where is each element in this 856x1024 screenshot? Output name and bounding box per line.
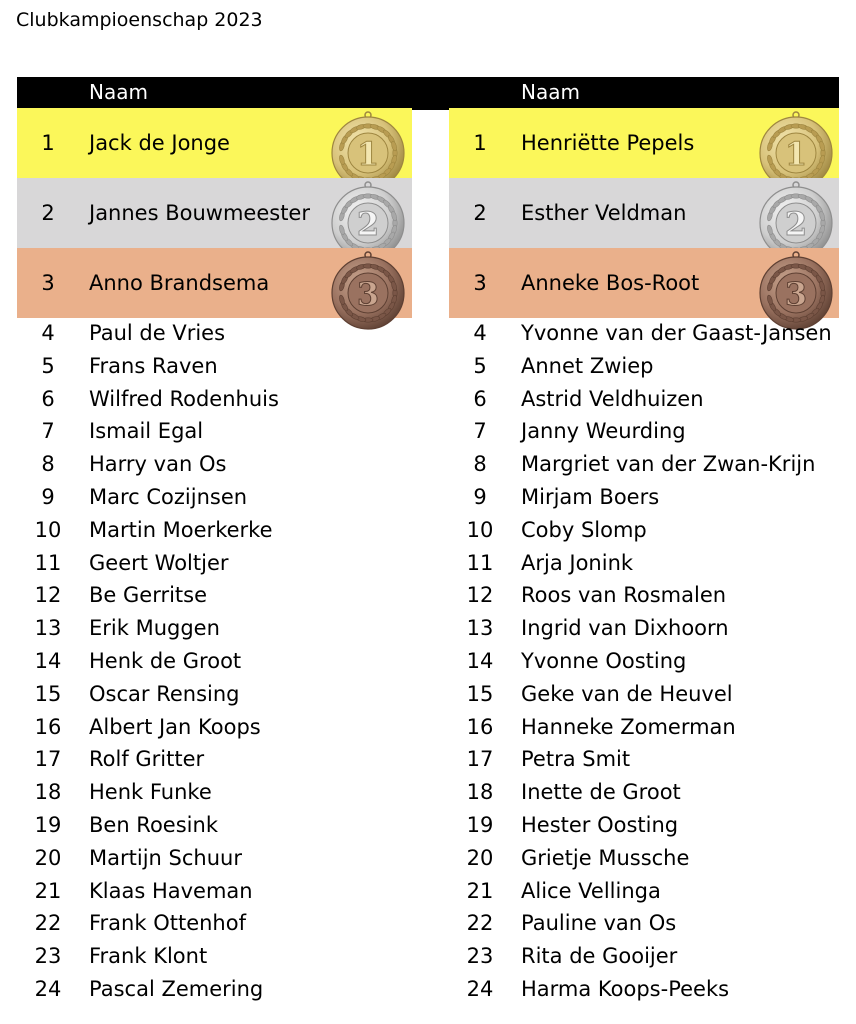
- table-row: [17, 679, 412, 712]
- table-header: [17, 77, 412, 108]
- medal-number: 2: [784, 205, 808, 243]
- player-name: Frans Raven: [89, 353, 218, 378]
- player-name: Janny Weurding: [521, 419, 686, 444]
- position-number: 8: [473, 452, 487, 477]
- medal-number: 2: [356, 205, 380, 243]
- player-name: Henk Funke: [89, 780, 212, 805]
- player-name: Harma Koops-Peeks: [521, 976, 730, 1001]
- player-name: Oscar Rensing: [89, 681, 240, 706]
- table-row: [449, 482, 839, 515]
- position-number: 22: [466, 911, 494, 936]
- position-number: 24: [466, 976, 494, 1001]
- player-name: Be Gerritse: [89, 583, 208, 608]
- position-number: 6: [41, 386, 55, 411]
- table-row: [449, 416, 839, 449]
- player-name: Frank Klont: [89, 944, 208, 969]
- table-row: [449, 351, 839, 384]
- table-row: [17, 548, 412, 581]
- player-name: Ben Roesink: [89, 812, 218, 837]
- position-number: 9: [41, 484, 55, 509]
- position-number: 21: [466, 878, 494, 903]
- table-row: [449, 777, 839, 810]
- table-row: [449, 679, 839, 712]
- player-name: Ismail Egal: [89, 419, 204, 444]
- position-number: 11: [466, 550, 494, 575]
- player-name: Jack de Jonge: [89, 131, 230, 155]
- medal-number: 3: [356, 275, 380, 313]
- player-name: Yvonne van der Gaast-Jansen: [521, 321, 832, 345]
- table-row: [449, 712, 839, 745]
- position-number: 7: [41, 419, 55, 444]
- table-row-silver: [449, 178, 839, 248]
- table-row: [449, 646, 839, 679]
- player-name: Geke van de Heuvel: [521, 681, 733, 706]
- player-name: Harry van Os: [89, 452, 227, 477]
- player-name: Martin Moerkerke: [89, 517, 273, 542]
- position-number: 23: [34, 944, 62, 969]
- position-number: 16: [34, 714, 62, 739]
- table-row-silver: [17, 178, 412, 248]
- player-name: Paul de Vries: [89, 321, 226, 345]
- position-number: 2: [41, 201, 55, 225]
- table-row: [17, 515, 412, 548]
- header-name-label: Naam: [89, 80, 148, 104]
- position-number: 4: [41, 321, 55, 345]
- player-name: Inette de Groot: [521, 780, 681, 805]
- table-row: [449, 318, 839, 351]
- table-row: [17, 580, 412, 613]
- position-number: 5: [41, 353, 55, 378]
- player-name: Hanneke Zomerman: [521, 714, 736, 739]
- table-row: [449, 580, 839, 613]
- position-number: 11: [34, 550, 62, 575]
- position-number: 13: [34, 616, 62, 641]
- position-number: 22: [34, 911, 62, 936]
- men-rows: [17, 318, 412, 1007]
- table-row: [449, 449, 839, 482]
- table-row: [17, 712, 412, 745]
- player-name: Margriet van der Zwan-Krijn: [521, 452, 816, 477]
- table-row: [449, 876, 839, 909]
- table-row: [449, 908, 839, 941]
- player-name: Mirjam Boers: [521, 484, 660, 509]
- position-number: 20: [34, 845, 62, 870]
- table-row: [449, 941, 839, 974]
- table-row-bronze: [17, 248, 412, 318]
- table-row: [449, 613, 839, 646]
- player-name: Pauline van Os: [521, 911, 677, 936]
- player-name: Hester Oosting: [521, 812, 679, 837]
- player-name: Henriëtte Pepels: [521, 131, 695, 155]
- player-name: Arja Jonink: [521, 550, 634, 575]
- player-name: Martijn Schuur: [89, 845, 242, 870]
- player-name: Grietje Mussche: [521, 845, 690, 870]
- player-name: Yvonne Oosting: [521, 648, 687, 673]
- player-name: Henk de Groot: [89, 648, 242, 673]
- position-number: 4: [473, 321, 487, 345]
- player-name: Anneke Bos-Root: [521, 271, 700, 295]
- player-name: Roos van Rosmalen: [521, 583, 727, 608]
- position-number: 8: [41, 452, 55, 477]
- table-row: [17, 318, 412, 351]
- position-number: 21: [34, 878, 62, 903]
- men-ranking-table: [17, 77, 412, 1007]
- position-number: 1: [41, 131, 55, 155]
- position-number: 17: [466, 747, 494, 772]
- women-ranking-table: [449, 77, 839, 1007]
- position-number: 6: [473, 386, 487, 411]
- table-row: [17, 876, 412, 909]
- table-row: [449, 744, 839, 777]
- player-name: Pascal Zemering: [89, 976, 264, 1001]
- position-number: 19: [34, 812, 62, 837]
- position-number: 12: [466, 583, 494, 608]
- table-row: [17, 777, 412, 810]
- position-number: 14: [466, 648, 494, 673]
- player-name: Petra Smit: [521, 747, 631, 772]
- table-row: [449, 974, 839, 1007]
- position-number: 2: [473, 201, 487, 225]
- table-row: [17, 482, 412, 515]
- player-name: Esther Veldman: [521, 201, 687, 225]
- position-number: 15: [34, 681, 62, 706]
- player-name: Ingrid van Dixhoorn: [521, 616, 729, 641]
- position-number: 19: [466, 812, 494, 837]
- player-name: Astrid Veldhuizen: [521, 386, 704, 411]
- position-number: 15: [466, 681, 494, 706]
- position-number: 1: [473, 131, 487, 155]
- player-name: Geert Woltjer: [89, 550, 229, 575]
- player-name: Marc Cozijnsen: [89, 484, 248, 509]
- position-number: 14: [34, 648, 62, 673]
- position-number: 23: [466, 944, 494, 969]
- position-number: 7: [473, 419, 487, 444]
- table-row: [17, 449, 412, 482]
- player-name: Rita de Gooijer: [521, 944, 678, 969]
- medal-number: 1: [356, 135, 380, 173]
- table-row: [17, 843, 412, 876]
- table-row-gold: [17, 108, 412, 178]
- position-number: 12: [34, 583, 62, 608]
- position-number: 20: [466, 845, 494, 870]
- position-number: 24: [34, 976, 62, 1001]
- table-header: [449, 77, 839, 108]
- table-row: [449, 843, 839, 876]
- table-row: [17, 810, 412, 843]
- table-row: [449, 810, 839, 843]
- player-name: Albert Jan Koops: [89, 714, 261, 739]
- table-row: [17, 744, 412, 777]
- player-name: Alice Vellinga: [521, 878, 661, 903]
- player-name: Jannes Bouwmeester: [89, 201, 310, 225]
- position-number: 18: [466, 780, 494, 805]
- table-row: [449, 548, 839, 581]
- position-number: 9: [473, 484, 487, 509]
- table-row: [17, 908, 412, 941]
- table-row: [449, 384, 839, 417]
- position-number: 16: [466, 714, 494, 739]
- page-title: Clubkampioenschap 2023: [16, 9, 263, 31]
- player-name: Wilfred Rodenhuis: [89, 386, 279, 411]
- medal-number: 1: [784, 135, 808, 173]
- table-row: [17, 416, 412, 449]
- table-row: [449, 515, 839, 548]
- player-name: Klaas Haveman: [89, 878, 253, 903]
- table-row: [17, 613, 412, 646]
- position-number: 17: [34, 747, 62, 772]
- women-rows: [449, 318, 839, 1007]
- table-row: [17, 646, 412, 679]
- position-number: 10: [466, 517, 494, 542]
- player-name: Frank Ottenhof: [89, 911, 246, 936]
- header-name-label: Naam: [521, 80, 580, 104]
- table-row: [17, 351, 412, 384]
- position-number: 3: [41, 271, 55, 295]
- table-row: [17, 384, 412, 417]
- position-number: 3: [473, 271, 487, 295]
- position-number: 5: [473, 353, 487, 378]
- header-bar-joiner: [412, 77, 449, 108]
- table-row: [17, 974, 412, 1007]
- player-name: Anno Brandsema: [89, 271, 270, 295]
- medal-number: 3: [784, 275, 808, 313]
- player-name: Annet Zwiep: [521, 353, 654, 378]
- table-row-bronze: [449, 248, 839, 318]
- table-row-gold: [449, 108, 839, 178]
- position-number: 10: [34, 517, 62, 542]
- table-row: [17, 941, 412, 974]
- player-name: Rolf Gritter: [89, 747, 205, 772]
- position-number: 13: [466, 616, 494, 641]
- player-name: Coby Slomp: [521, 517, 647, 542]
- player-name: Erik Muggen: [89, 616, 220, 641]
- position-number: 18: [34, 780, 62, 805]
